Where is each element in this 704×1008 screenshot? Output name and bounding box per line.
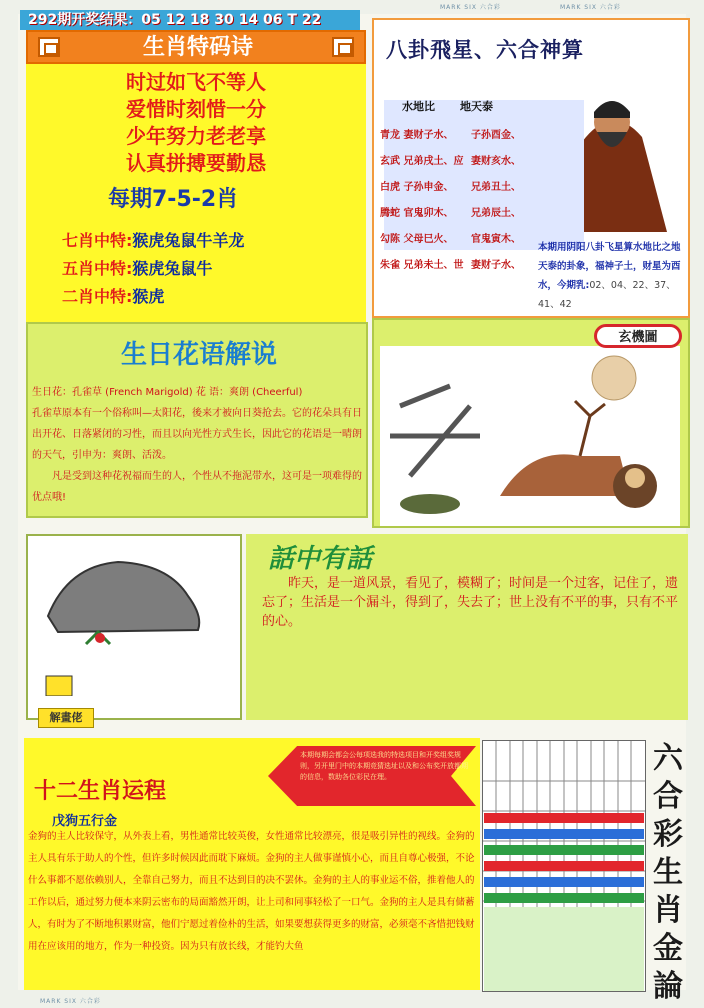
flower-line: 凡是受到这种花祝福而生的人，个性从不拖泥带水，这可是一项难得的优点哦!	[32, 471, 362, 503]
draw-result: 292期开奖结果：05 12 18 30 14 06 T 22	[28, 12, 322, 28]
footer	[20, 990, 684, 1006]
bagua-note: 本期用阴阳八卦飞星算水地比之地天泰的卦象，福神子土，财星为酉水，今期乳:02、04、22、37、41、42	[538, 242, 681, 310]
watermark-top: MARK SIX 六合彩	[440, 4, 501, 11]
xuanji-badge: 玄機圖	[594, 324, 682, 348]
pick-label: 七肖中特:	[62, 231, 133, 250]
pick-value: 猴虎兔鼠牛羊龙	[132, 231, 245, 250]
bagua-row: 玄武 兄弟戌土、应 妻财亥水、	[380, 156, 521, 167]
flower-text	[32, 382, 366, 508]
bagua-row: 青龙 妻财子水、 子孙酉金、	[380, 130, 521, 141]
poem-line: 认真拼搏要勤恳	[126, 151, 266, 175]
jie-hua-button[interactable]: 解畫佬	[38, 708, 94, 728]
deer-monkey-illustration	[380, 346, 680, 526]
rock-illustration	[28, 536, 240, 696]
bagua-row: 朱雀 兄弟未土、世 妻财子水、	[380, 260, 521, 271]
zodiac-number-grid	[482, 740, 646, 992]
talk-text: 昨天，是一道风景，看见了，模糊了；时间是一个过客，记住了，遗忘了；生活是一个漏斗，得到了，失去了；世上没有不平的事，只有不平的心。	[262, 576, 679, 629]
picks-panel	[26, 176, 366, 322]
bagua-table-bg	[384, 100, 584, 250]
grid-illustration	[483, 741, 645, 991]
zodiac-subtitle: 戊狗五行金	[52, 814, 118, 829]
pick-label: 二肖中特:	[62, 287, 133, 306]
pick-label: 五肖中特:	[62, 259, 133, 278]
bagua-numbers: 02、04、22、37、41、42	[538, 280, 676, 310]
poem-line: 爱惜时刻惜一分	[126, 97, 266, 121]
flower-line: 生日花：孔雀草 (French Marigold) 花 语：爽朗 (Cheerful)	[32, 387, 303, 398]
pick-row	[62, 228, 244, 251]
bagua-col-head: 水地比	[402, 100, 435, 113]
ribbon-text: 本期每期会都会公每项选我的特选项目和开奖组奖规则，另开里门中的本期竞猜选址以及和公布奖开放都期的信息，数助各位彩民在理。	[300, 751, 468, 781]
zodiac-title: 十二生肖运程	[34, 778, 167, 804]
pick-row	[62, 256, 212, 279]
bagua-title: 八卦飛星、六合神算	[386, 37, 584, 62]
picks-title: 每期7-5-2肖	[108, 187, 239, 212]
side-title: 六合彩生肖金論	[653, 741, 683, 1004]
watermark-top-2: MARK SIX 六合彩	[560, 4, 621, 11]
pick-value: 猴虎兔鼠牛	[132, 259, 213, 278]
xuanji-illustration	[380, 346, 680, 526]
bagua-panel	[372, 18, 690, 318]
poem-title-bar	[26, 30, 366, 64]
pick-value: 猴虎	[132, 287, 165, 306]
talk-title: 話中有話	[268, 544, 373, 574]
rock-panel	[26, 534, 242, 720]
watermark-bottom: MARK SIX 六合彩	[40, 998, 101, 1005]
bagua-row: 腾蛇 官鬼卯木、 兄弟辰土、	[380, 208, 521, 219]
poem-title: 生肖特码诗	[142, 34, 253, 60]
poem-line: 时过如飞不等人	[126, 70, 266, 94]
poem-line: 少年努力老老享	[126, 124, 266, 148]
flower-line: 孔雀草原本有一个俗称叫—太阳花，後来才被向日葵抢去。它的花朵具有日出开花、日落紧闭的习性，而且以向光性方式生长，因此它的花语是一晴朗的天气，引申为：爽朗、活泼。	[32, 408, 362, 461]
zodiac-text: 金狗的主人比较保守，从外表上看，男性通常比较英俊，女性通常比较漂亮，很是吸引异性的视线。金狗的主人具有乐于助人的个性，但许多时候因此而耽下麻烦。金狗的主人做事谨慎小心，而且自尊心极强，不论什么事都不愿依赖别人，全靠自己努力，而且不达到目的决不罢休。金狗的主人的事业运不俗，推着他人的工作以后，通过努力便本来阴云密布的局面豁然开朗，让上司和同事轻松了一口气。金狗的主人是具有储蓄人，有时为了不断地积累财富，他们宁愿过着俭朴的生活，如果要想获得更多的财富，必须毫不吝惜把钱财用在应该用的地方，作为一种投资。因为只有放长线，才能钓大鱼	[28, 831, 475, 952]
flower-panel	[26, 322, 368, 518]
left-border	[0, 0, 18, 1008]
frame-icon	[332, 37, 354, 57]
poem-body	[26, 64, 366, 176]
pick-row	[62, 284, 164, 307]
frame-icon	[38, 37, 60, 57]
bagua-row: 勾陈 父母巳火、 官鬼寅木、	[380, 234, 521, 245]
bagua-row: 白虎 子孙申金、 兄弟丑土、	[380, 182, 521, 193]
flower-title: 生日花语解说	[120, 340, 277, 370]
bagua-col-head: 地天泰	[460, 100, 493, 113]
xuanji-panel	[372, 318, 690, 528]
